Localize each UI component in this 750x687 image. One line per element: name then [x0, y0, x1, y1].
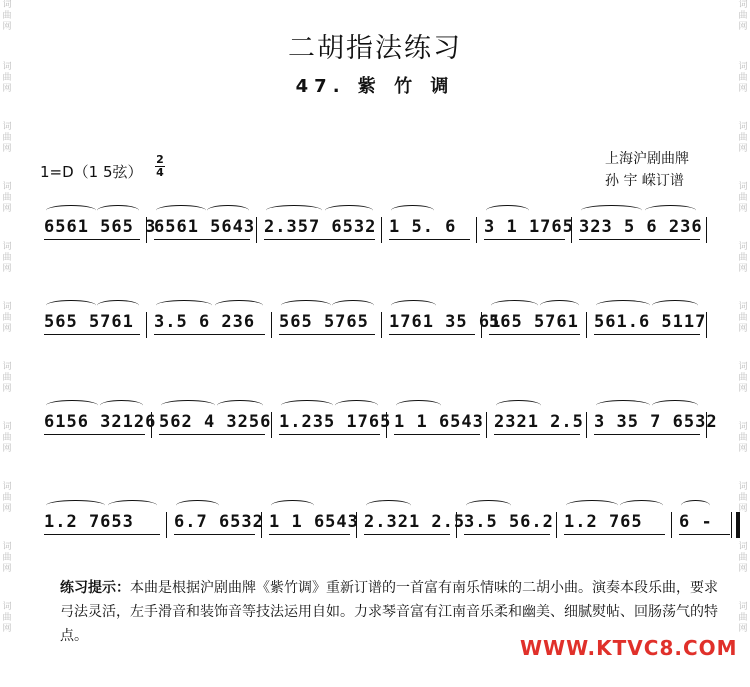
barline: [166, 512, 167, 538]
beam-underline: [594, 334, 700, 335]
measure-notes: 3.5 6 236: [154, 312, 256, 332]
measure: [490, 390, 590, 440]
watermark: 词曲网: [738, 362, 748, 394]
beam-underline: [44, 534, 160, 535]
slur-mark: [332, 300, 374, 311]
watermark: 词曲网: [2, 542, 12, 574]
watermark: 词曲网: [2, 182, 12, 214]
measure: [155, 390, 275, 440]
time-bottom: 4: [156, 166, 164, 179]
slur-mark: [207, 205, 249, 216]
watermark: 词曲网: [738, 602, 748, 634]
watermark: 词曲网: [738, 0, 748, 32]
measure: [275, 290, 385, 340]
measure-notes: 561.6 5117: [594, 312, 707, 332]
beam-underline: [579, 239, 700, 240]
measure: [590, 390, 718, 440]
barline: [381, 312, 382, 338]
slur-mark: [366, 500, 411, 511]
measure: [40, 490, 170, 540]
measure: [40, 195, 157, 245]
slur-mark: [486, 205, 529, 216]
watermark: 词曲网: [2, 362, 12, 394]
watermark: 词曲网: [2, 602, 12, 634]
barline: [571, 217, 572, 243]
watermark: 词曲网: [2, 302, 12, 334]
barline: [386, 412, 387, 438]
measure-notes: 1 1 6543: [394, 412, 484, 432]
final-barline: [736, 512, 740, 538]
slur-mark: [620, 500, 664, 511]
measure-notes: 3 35 7 6532: [594, 412, 718, 432]
beam-underline: [389, 334, 475, 335]
time-top: 2: [156, 153, 164, 166]
measure-notes: 6561 5643: [154, 217, 256, 237]
beam-underline: [159, 434, 265, 435]
slur-mark: [46, 205, 96, 216]
beam-underline: [174, 534, 255, 535]
beam-underline: [679, 534, 730, 535]
barline: [146, 312, 147, 338]
source-credit: [605, 148, 689, 192]
measure: [480, 195, 575, 245]
measure-notes: 1.2 7653: [44, 512, 134, 532]
measure-notes: 1.2 765: [564, 512, 643, 532]
measure-notes: 565 5765: [279, 312, 369, 332]
slur-mark: [335, 400, 379, 411]
beam-underline: [264, 239, 375, 240]
measure: [385, 290, 502, 340]
slur-mark: [46, 500, 105, 511]
measure-notes: 565 5761: [44, 312, 134, 332]
beam-underline: [594, 434, 700, 435]
source-line-1: 上海沪剧曲牌: [605, 151, 689, 167]
slur-mark: [491, 300, 538, 311]
beam-underline: [44, 334, 140, 335]
beam-underline: [564, 534, 665, 535]
beam-underline: [279, 434, 380, 435]
barline: [671, 512, 672, 538]
barline: [586, 312, 587, 338]
barline: [481, 312, 482, 338]
watermark: 词曲网: [738, 122, 748, 154]
slur-mark: [161, 400, 215, 411]
measure: [560, 490, 675, 540]
site-logo: WWW.KTVC8.COM: [520, 636, 738, 660]
measure: [590, 290, 710, 340]
key-signature: 1=D（1 5弦）: [40, 163, 143, 181]
slur-mark: [652, 300, 698, 311]
slur-mark: [271, 500, 314, 511]
measure: [260, 195, 385, 245]
watermark: 词曲网: [2, 0, 12, 32]
slur-mark: [391, 300, 436, 311]
watermark: 词曲网: [2, 422, 12, 454]
source-line-2: 孙 宇 嵘订谱: [605, 173, 684, 189]
measure: [150, 195, 260, 245]
piece-title: 47. 紫 竹 调: [295, 76, 455, 97]
watermark: 词曲网: [2, 482, 12, 514]
slur-mark: [281, 300, 331, 311]
slur-mark: [596, 300, 650, 311]
watermark: 词曲网: [738, 62, 748, 94]
barline: [706, 312, 707, 338]
measure-notes: 2321 2.5: [494, 412, 584, 432]
measure: [385, 195, 480, 245]
watermark: 词曲网: [738, 242, 748, 274]
hint-text: 本曲是根据沪剧曲牌《紫竹调》重新订谱的一首富有南乐情味的二胡小曲。演奏本段乐曲，要求弓法灵活，左手滑音和装饰音等技法运用自如。力求琴音富有江南音乐柔和幽美、细腻熨帖、回肠荡气的特点。: [60, 580, 718, 644]
beam-underline: [394, 434, 480, 435]
measure: [485, 290, 590, 340]
barline: [256, 217, 257, 243]
slur-mark: [596, 400, 650, 411]
slur-mark: [566, 500, 618, 511]
slur-mark: [652, 400, 698, 411]
measure: [390, 390, 490, 440]
measure-notes: 1 5. 6: [389, 217, 457, 237]
watermark: 词曲网: [738, 302, 748, 334]
measure-notes: 6 -: [679, 512, 713, 532]
final-barline-thin: [731, 512, 732, 538]
slur-mark: [391, 205, 434, 216]
score-row: [40, 290, 730, 340]
barline: [261, 512, 262, 538]
measure-notes: 323 5 6 236: [579, 217, 703, 237]
beam-underline: [154, 239, 250, 240]
measure: [40, 290, 150, 340]
barline: [381, 217, 382, 243]
barline: [146, 217, 147, 243]
watermark: 词曲网: [738, 482, 748, 514]
watermark: 词曲网: [738, 422, 748, 454]
beam-underline: [154, 334, 265, 335]
score-row: [40, 390, 730, 440]
measure-notes: 2.357 6532: [264, 217, 377, 237]
slur-mark: [266, 205, 322, 216]
beam-underline: [484, 239, 565, 240]
beam-underline: [279, 334, 375, 335]
barline: [706, 217, 707, 243]
measure-notes: 6561 565 3: [44, 217, 157, 237]
measure-notes: 3.5 56.2: [464, 512, 554, 532]
slur-mark: [46, 400, 98, 411]
barline: [586, 412, 587, 438]
measure-notes: 6156 32126: [44, 412, 157, 432]
slur-mark: [46, 300, 96, 311]
measure: [460, 490, 560, 540]
barline: [151, 412, 152, 438]
watermark: 词曲网: [738, 542, 748, 574]
beam-underline: [464, 534, 550, 535]
beam-underline: [44, 434, 145, 435]
time-signature: [155, 154, 165, 179]
slur-mark: [156, 205, 206, 216]
barline: [556, 512, 557, 538]
barline: [486, 412, 487, 438]
measure: [150, 290, 275, 340]
barline: [356, 512, 357, 538]
slur-mark: [645, 205, 696, 216]
page-title: 二胡指法练习: [288, 33, 462, 64]
measure: [265, 490, 360, 540]
slur-mark: [325, 205, 373, 216]
slur-mark: [540, 300, 580, 311]
measure-notes: 2.321 2.5: [364, 512, 466, 532]
measure-notes: 562 4 3256: [159, 412, 272, 432]
measure-notes: 565 5761: [489, 312, 579, 332]
slur-mark: [281, 400, 333, 411]
measure: [170, 490, 265, 540]
beam-underline: [364, 534, 450, 535]
beam-underline: [269, 534, 350, 535]
measure: [40, 390, 155, 440]
slur-mark: [108, 500, 157, 511]
measure-notes: 3 1 1765: [484, 217, 574, 237]
slur-mark: [97, 300, 139, 311]
slur-mark: [396, 400, 441, 411]
barline: [456, 512, 457, 538]
beam-underline: [44, 239, 140, 240]
measure-notes: 1.235 1765: [279, 412, 392, 432]
watermark: 词曲网: [738, 182, 748, 214]
measure-notes: 6.7 6532: [174, 512, 264, 532]
slur-mark: [581, 205, 642, 216]
watermark: 词曲网: [2, 242, 12, 274]
slur-mark: [176, 500, 219, 511]
measure: [575, 195, 710, 245]
barline: [476, 217, 477, 243]
beam-underline: [494, 434, 580, 435]
hint-label: 练习提示：: [60, 580, 130, 596]
beam-underline: [389, 239, 470, 240]
beam-underline: [489, 334, 580, 335]
slur-mark: [156, 300, 212, 311]
measure: [360, 490, 466, 540]
score-row: [40, 490, 730, 540]
slur-mark: [100, 400, 144, 411]
slur-mark: [466, 500, 511, 511]
score-row: [40, 195, 730, 245]
slur-mark: [215, 300, 263, 311]
slur-mark: [681, 500, 710, 511]
measure-notes: 1 1 6543: [269, 512, 359, 532]
measure-notes: 1761 35 61: [389, 312, 502, 332]
barline: [271, 312, 272, 338]
slur-mark: [97, 205, 139, 216]
barline: [706, 412, 707, 438]
measure: [275, 390, 390, 440]
barline: [271, 412, 272, 438]
watermark: 词曲网: [2, 122, 12, 154]
slur-mark: [496, 400, 541, 411]
watermark: 词曲网: [2, 62, 12, 94]
slur-mark: [217, 400, 263, 411]
